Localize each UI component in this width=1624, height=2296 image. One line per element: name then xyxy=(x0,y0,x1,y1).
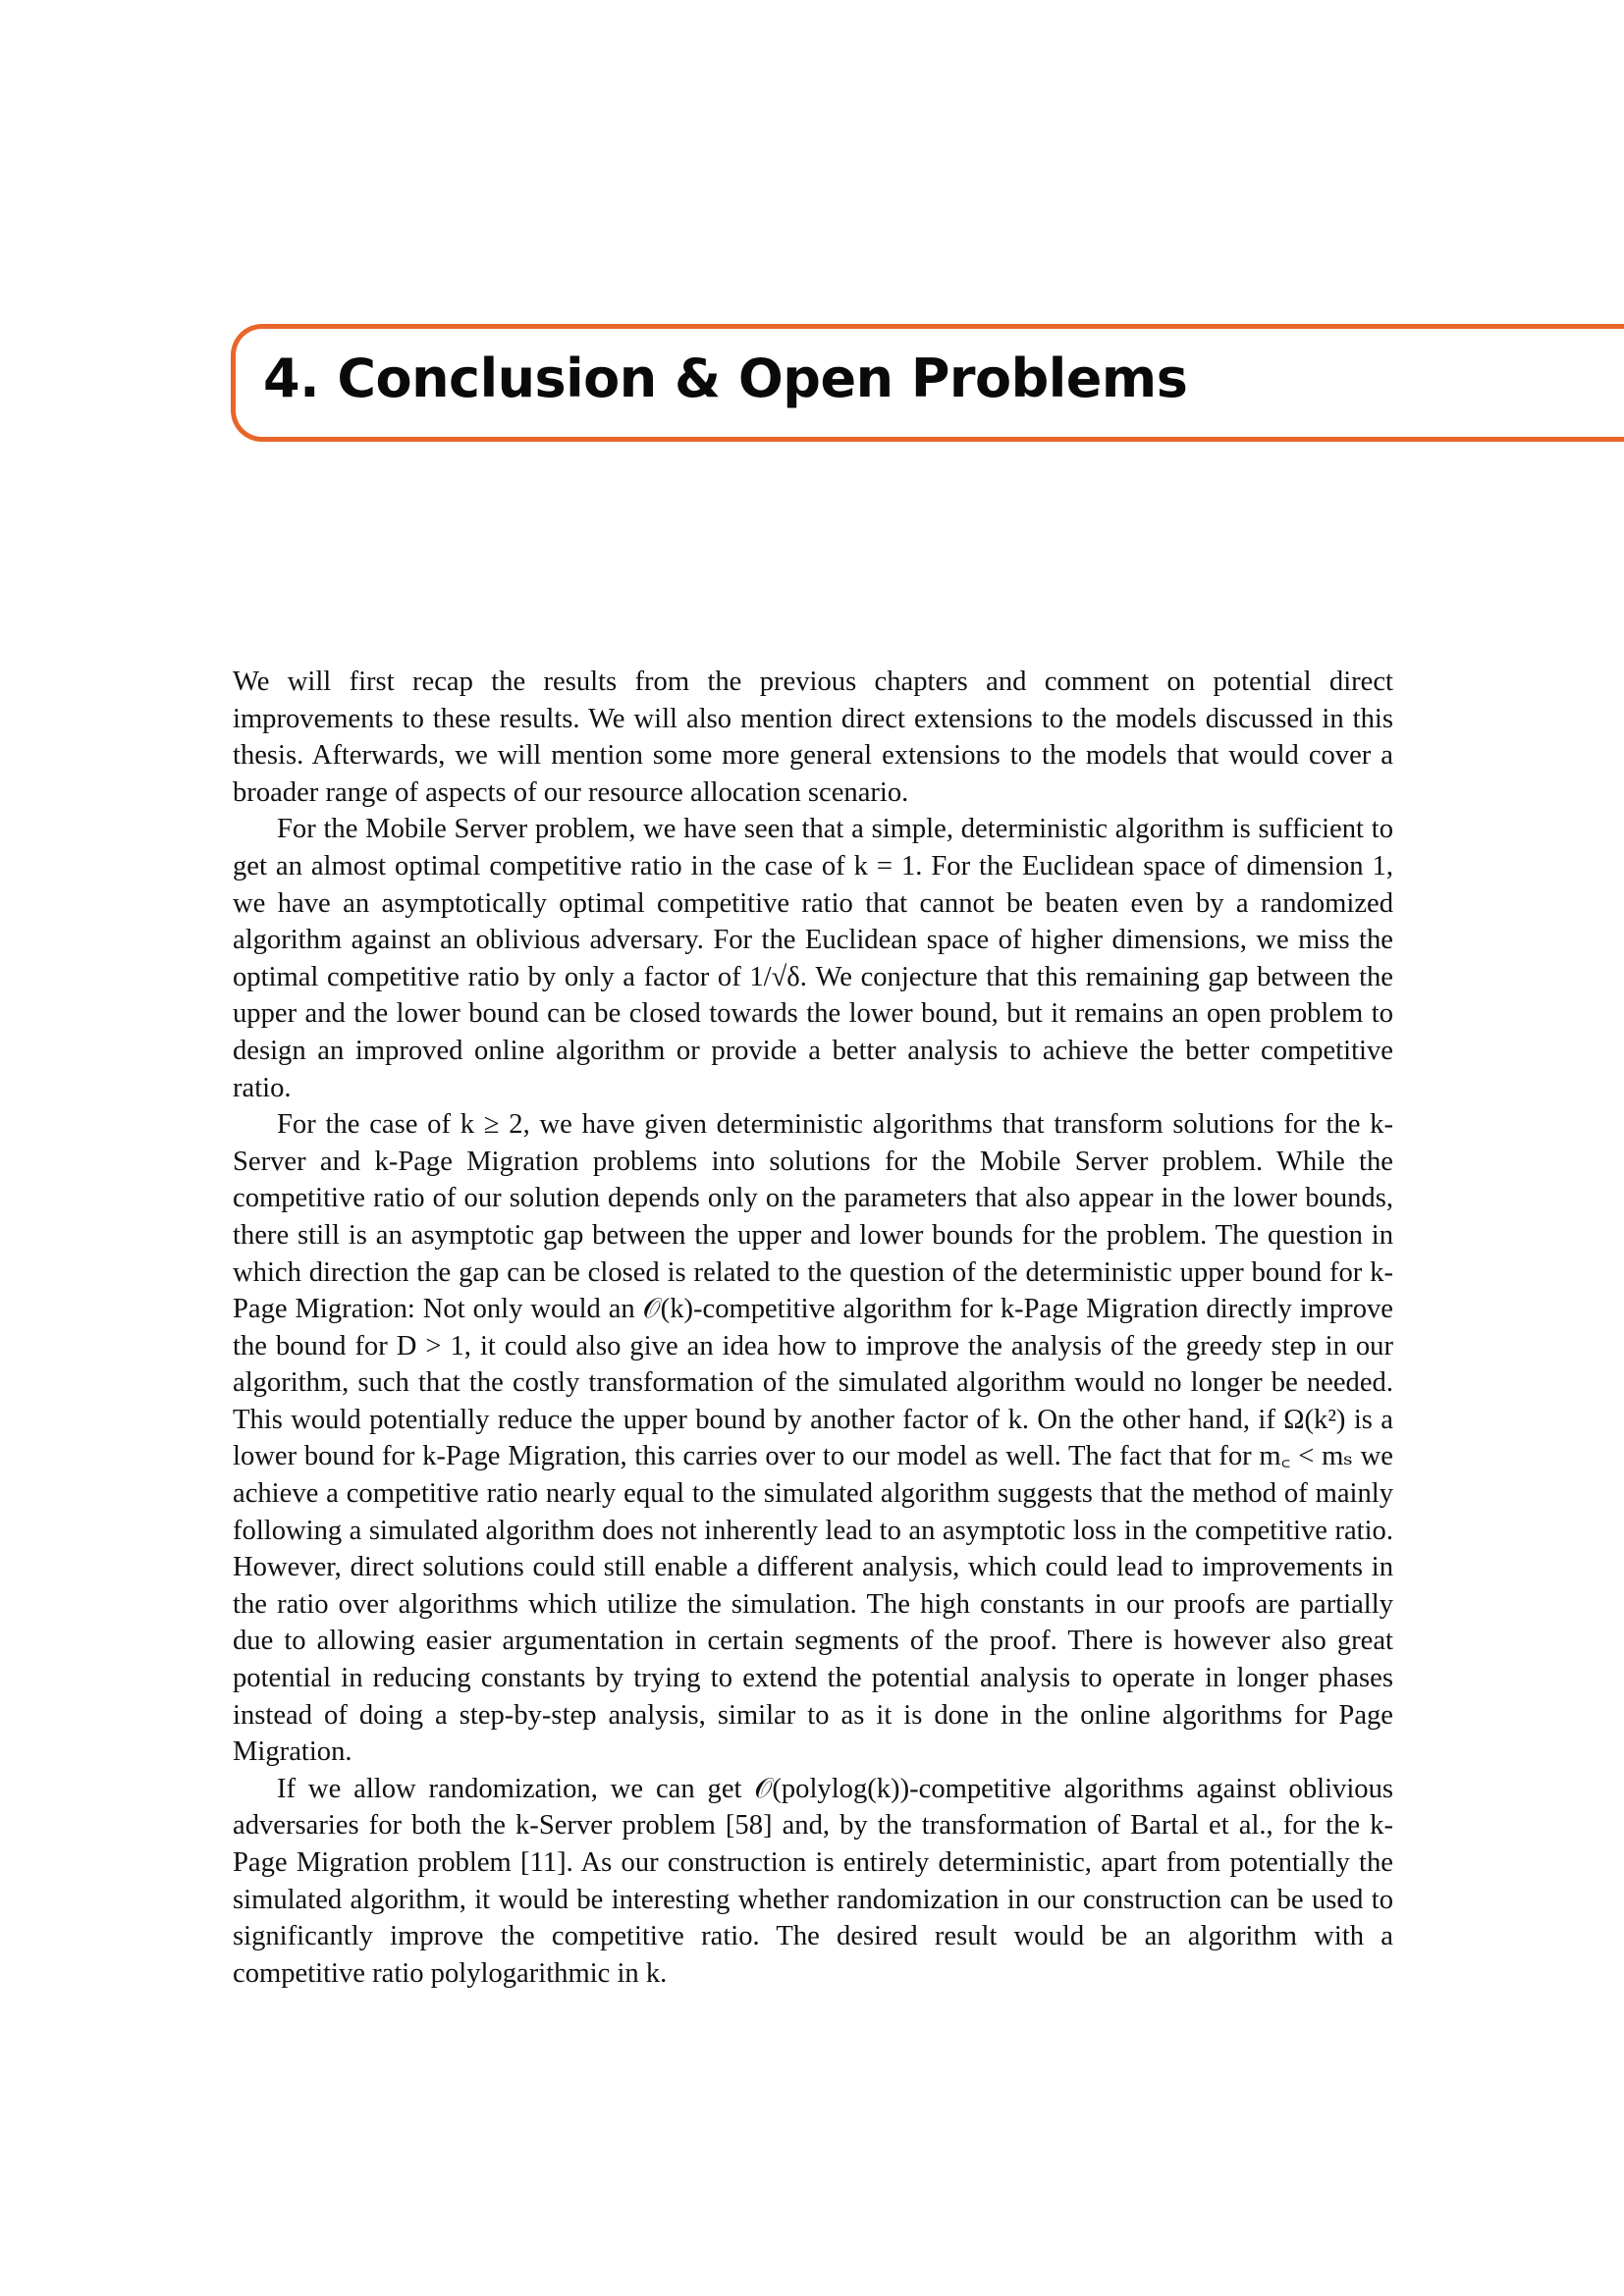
paragraph-intro: We will first recap the results from the previous chapters and comment on potential direct improvements to these results. We will also mention direct extensions to the models discussed in this thesis. Afterwards, we will mention some more general extensions to the models that would cover a broader range of aspects of our resource allocation scenario. xyxy=(233,667,1393,808)
chapter-title: 4. Conclusion & Open Problems xyxy=(263,347,1188,409)
paragraph-mobile-server-k2: For the case of k ≥ 2, we have given deterministic algorithms that transform solutions for the k-Server and k-Page Migration problems into solutions for the Mobile Server problem. While the competitive ratio of our solution depends only on the parameters that also appear in the lower bounds, there still is an asymptotic gap between the upper and lower bounds for the problem. The question in which direction the gap can be closed is related to the question of the deterministic upper bound for k-Page Migration: Not only would an 𝒪(k)-competitive algorithm for k-Page Migration directly improve the bound for D > 1, it could also give an idea how to improve the analysis of the greedy step in our algorithm, such that the costly transformation of the simulated algorithm would no longer be needed. This would potentially reduce the upper bound by another factor of k. On the other hand, if Ω(k²) is a lower bound for k-Page Migration, this carries over to our model as well. The fact that for m꜀ < mₛ we achieve a competitive ratio nearly equal to the simulated algorithm suggests that the method of mainly following a simulated algorithm does not inherently lead to an asymptotic loss in the competitive ratio. However, direct solutions could still enable a different analysis, which could lead to improvements in the ratio over algorithms which utilize the simulation. The high constants in our proofs are partially due to allowing easier argumentation in certain segments of the proof. There is however also great potential in reducing constants by trying to extend the potential analysis to operate in longer phases instead of doing a step-by-step analysis, similar to as it is done in the online algorithms for Page Migration. xyxy=(233,1109,1393,1768)
paragraph-randomization: If we allow randomization, we can get 𝒪(polylog(k))-competitive algorithms against oblivious adversaries for both the k-Server problem [58] and, by the transformation of Bartal et al., for the k-Page Migration problem [11]. As our construction is entirely deterministic, apart from potentially the simulated algorithm, it would be interesting whether randomization in our construction can be used to significantly improve the competitive ratio. The desired result would be an algorithm with a competitive ratio polylogarithmic in k. xyxy=(233,1773,1393,1989)
paragraph-mobile-server-k1: For the Mobile Server problem, we have seen that a simple, deterministic algorithm is sufficient to get an almost optimal competitive ratio in the case of k = 1. For the Euclidean space of dimension 1, we have an asymptotically optimal competitive ratio that cannot be beaten even by a randomized algorithm against an oblivious adversary. For the Euclidean space of higher dimensions, we miss the optimal competitive ratio by only a factor of 1/√δ. We conjecture that this remaining gap between the upper and the lower bound can be closed towards the lower bound, but it remains an open problem to design an improved online algorithm or provide a better analysis to achieve the better competitive ratio. xyxy=(233,814,1393,1103)
chapter-body xyxy=(233,664,1393,1992)
